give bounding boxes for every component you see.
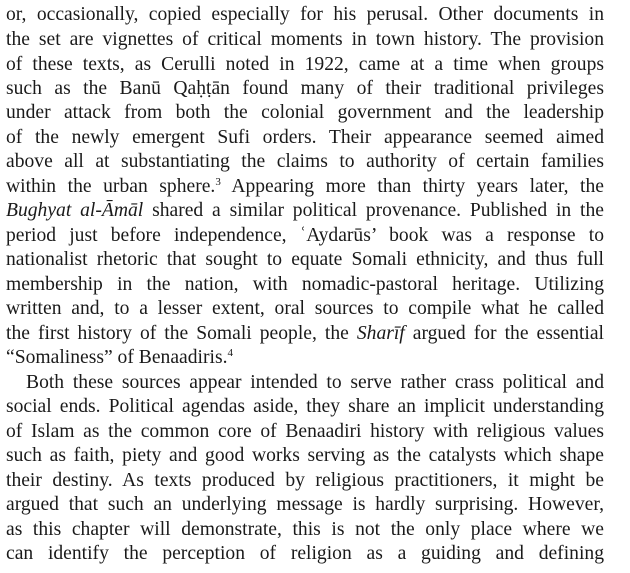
text-line: membership in the nation, with nomadic-pastoral heritage. Utilizing [6,274,604,295]
text-line: social ends. Political agendas aside, they share an implicit understanding [6,396,604,417]
text-line: such as the Banū Qaḥṭān found many of their traditional privileges [6,78,604,99]
text-line: or, occasionally, copied especially for his perusal. Other documents in [6,4,604,25]
text-run: the first history of the Somali people, the [6,323,357,344]
text-line: their destiny. As texts produced by religious practitioners, it might be [6,470,604,491]
text-run: argued for the essential [404,323,604,344]
text-line [6,322,604,346]
footnote-ref-4: 4 [227,347,233,359]
text-line: of these texts, as Cerulli noted in 1922, came at a time when groups [6,54,604,75]
text-line: written and, to a lesser extent, oral sources to compile what he called [6,298,604,319]
text-line: period just before independence, ʿAydarūs’ book was a response to [6,225,604,246]
text-line [6,199,604,223]
text-line: the set are vignettes of critical moments in town history. The provision [6,29,604,50]
text-run: “Somaliness” of Benaadiris. [6,347,228,368]
text-line: nationalist rhetoric that sought to equate Somali ethnicity, and thus full [6,249,604,270]
text-line [6,175,604,199]
text-line: as this chapter will demonstrate, this is not the only place where we [6,519,604,540]
italic-title: Bughyat al-Āmāl [6,200,144,221]
footnote-ref-3: 3 [215,176,221,188]
text-line: can identify the perception of religion as a guiding and defining [6,543,604,564]
text-line [6,346,233,370]
text-line: argued that such an underlying message is hardly surprising. However, [6,494,604,515]
text-run: Appearing more than thirty years later, the [220,176,604,197]
italic-term: Sharīf [356,323,405,344]
text-run: within the urban sphere. [6,176,216,197]
text-run: shared a similar political provenance. Published in the [143,200,604,221]
paragraph-first-line: Both these sources appear intended to serve rather crass political and [26,372,604,393]
text-line: above all at substantiating the claims to authority of certain families [6,151,604,172]
text-line: under attack from both the colonial government and the leadership [6,102,604,123]
text-line: of Islam as the common core of Benaadiri history with religious values [6,421,604,442]
text-line: of the newly emergent Sufi orders. Their appearance seemed aimed [6,127,604,148]
text-line: such as faith, piety and good works serving as the catalysts which shape [6,445,604,466]
